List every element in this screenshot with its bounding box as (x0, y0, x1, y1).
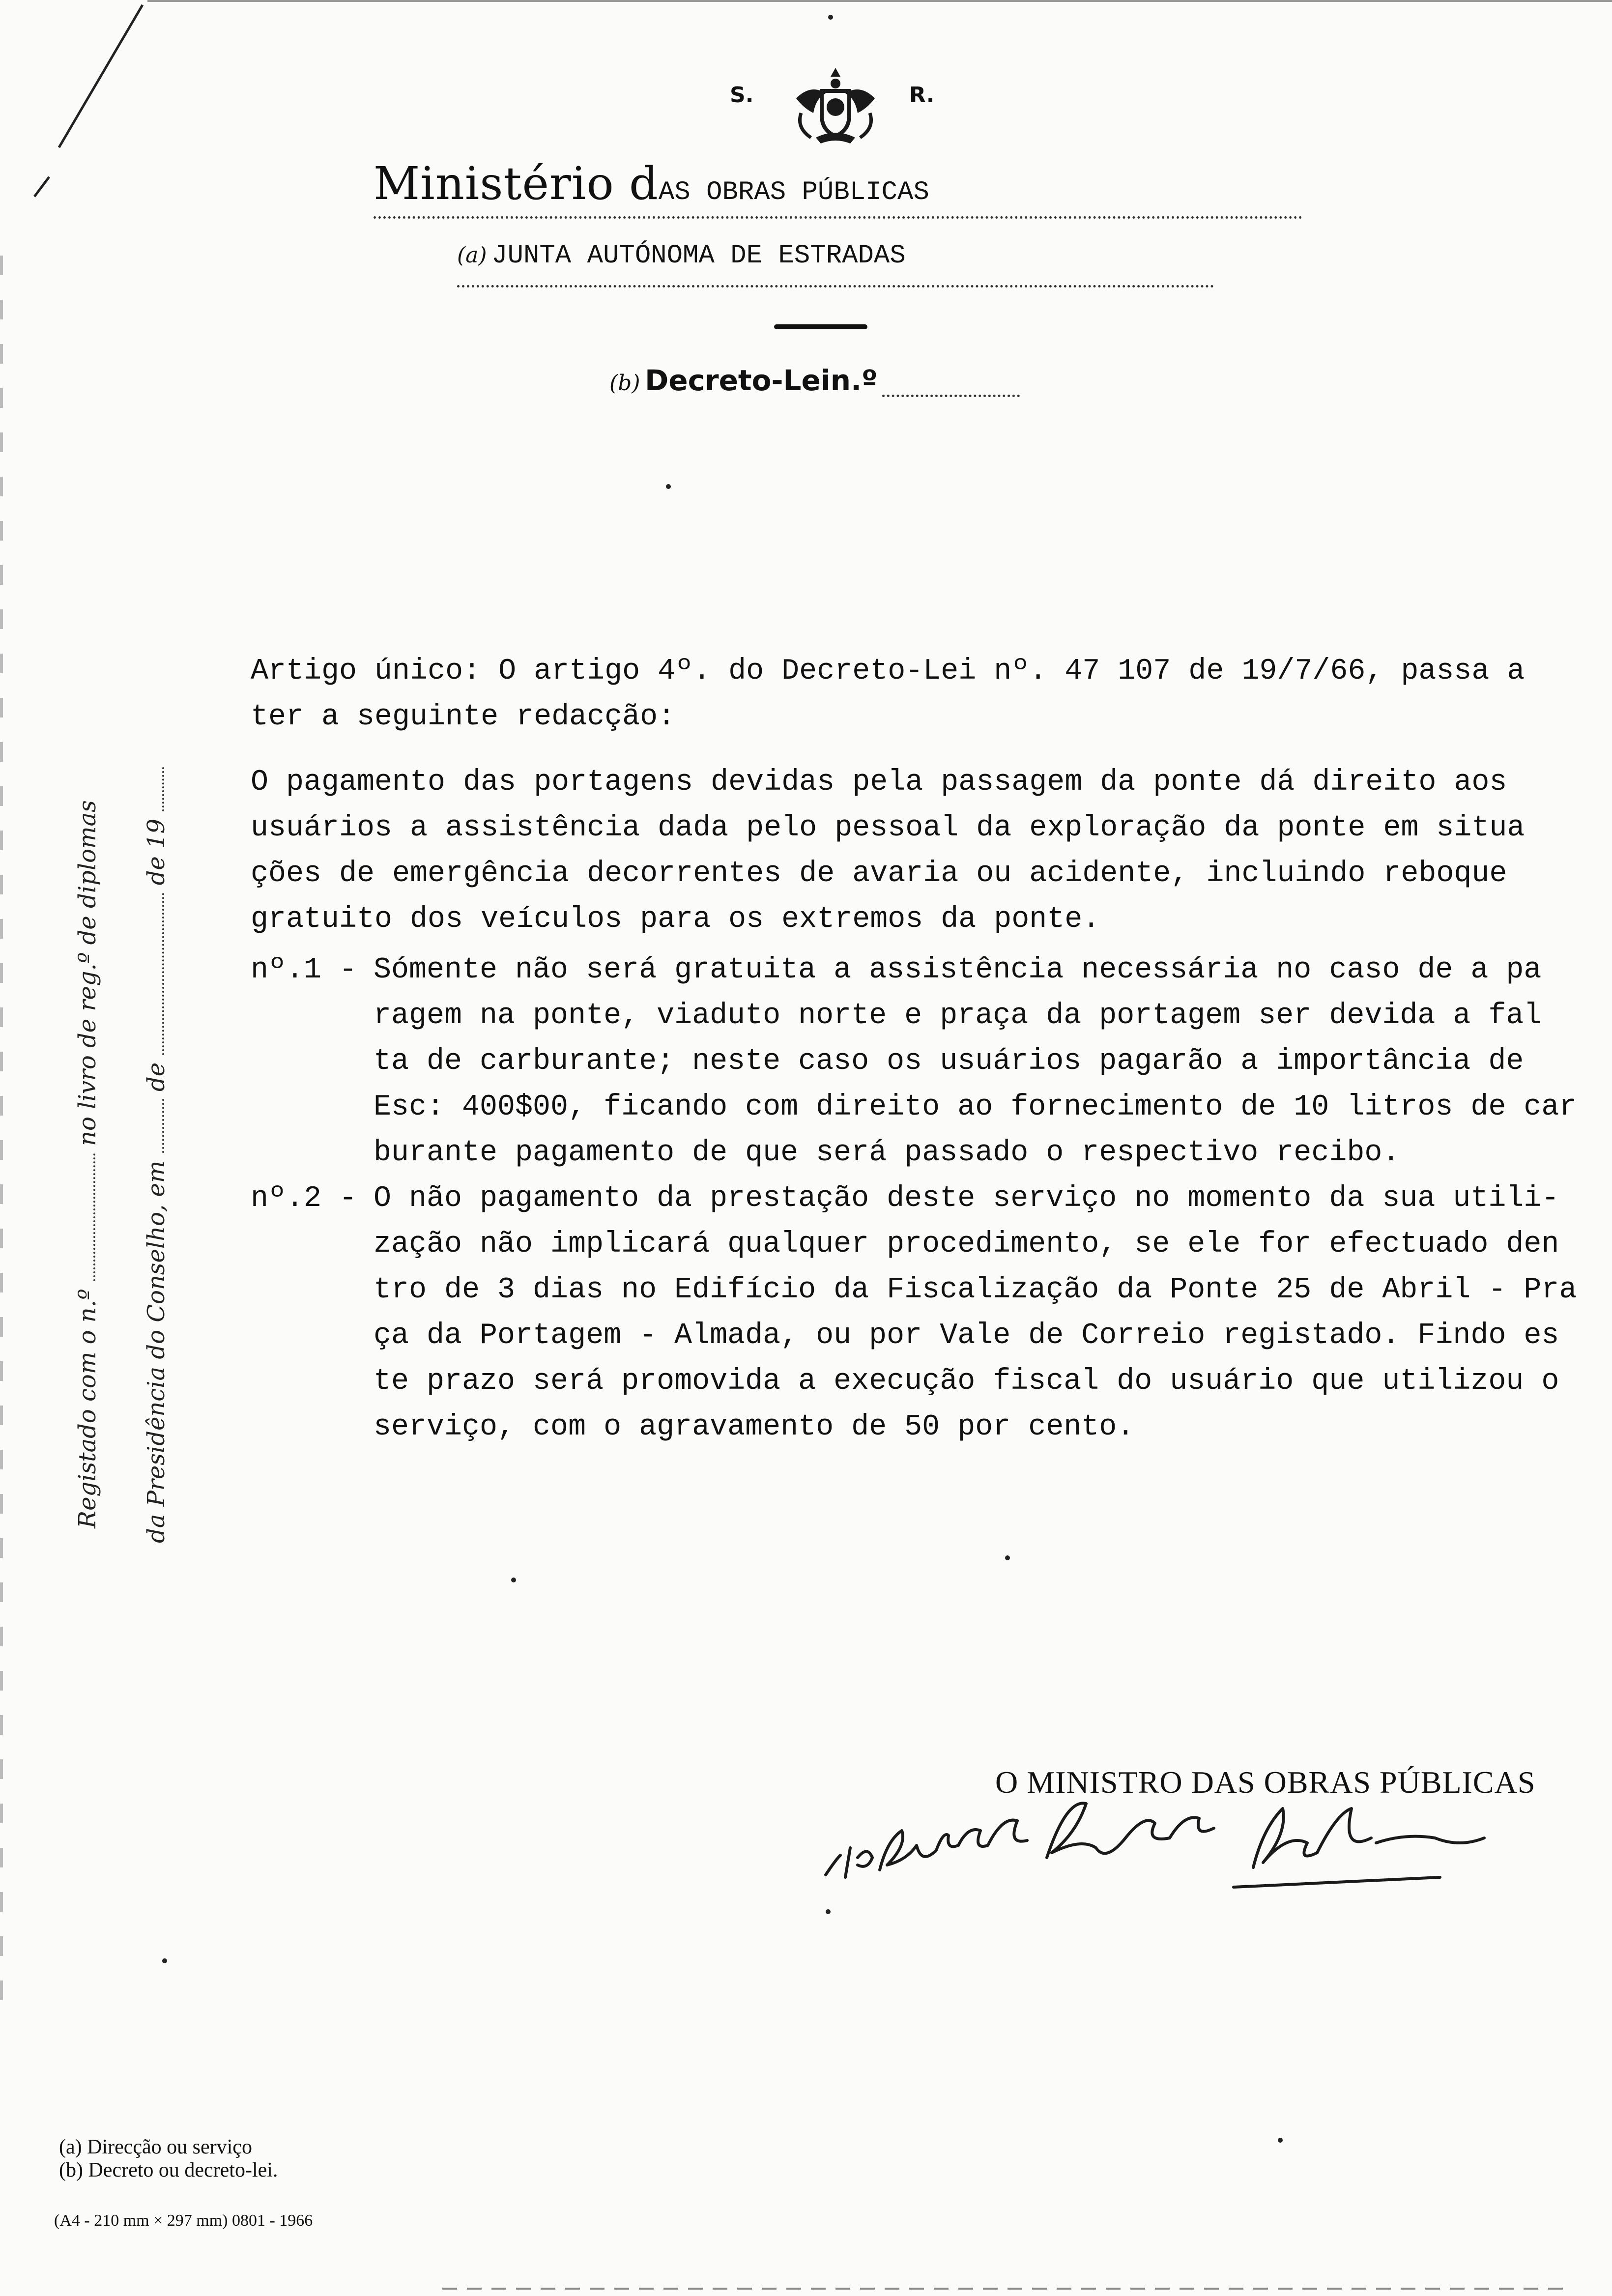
registration-note-line-1 (74, 800, 101, 1528)
footnote-a: (a) Direcção ou serviço (59, 2136, 252, 2158)
scan-speck (162, 1958, 167, 1963)
direction-label: (a) (457, 243, 487, 268)
scan-bottom-edge (442, 2288, 1573, 2290)
registration-note-part-3: da Presidência do Conselho, em (143, 1160, 170, 1543)
item-number: nº.2 - (251, 1182, 357, 1215)
text-line: burante pagamento de que será passado o respectivo recibo. (374, 1136, 1400, 1170)
seal-letter-r: R. (909, 83, 935, 108)
scan-speck (828, 15, 833, 20)
registration-note-part-2: no livro de reg.º de diplomas (74, 800, 101, 1146)
scan-speck (1278, 2138, 1283, 2143)
footnote-b: (b) Decreto ou decreto-lei. (59, 2159, 278, 2181)
direction-value: JUNTA AUTÓNOMA DE ESTRADAS (491, 241, 906, 271)
ministry-prefix: Ministério d (374, 157, 659, 210)
seal-letter-s: S. (730, 83, 754, 108)
scan-speck (511, 1578, 516, 1582)
text-line: ter a seguinte redacção: (251, 700, 676, 734)
text-line: O pagamento das portagens devidas pela passagem da ponte dá direito aos (251, 766, 1507, 799)
text-line: ragem na ponte, viaduto norte e praça da portagem ser devida a fal (374, 999, 1542, 1033)
decree-text: Decreto-Lein.º (645, 364, 878, 397)
registration-month-blank (145, 893, 164, 1055)
text-line: gratuito dos veículos para os extremos da ponte. (251, 903, 1100, 936)
minister-title: O MINISTRO DAS OBRAS PÚBLICAS (995, 1765, 1536, 1800)
text-line: Artigo único: O artigo 4º. do Decreto-Lei nº. 47 107 de 19/7/66, passa a (251, 655, 1525, 688)
registration-year-blank (145, 767, 164, 811)
decree-body (251, 649, 1577, 1450)
text-line: ta de carburante; neste caso os usuários pagarão a importância de (374, 1045, 1524, 1078)
registration-note-part-4: de (143, 1062, 170, 1092)
text-line: Sómente não será gratuita a assistência necessária no caso de a pa (374, 953, 1542, 987)
text-line: zação não implicará qualquer procedimento, se ele for efectuado den (374, 1228, 1559, 1261)
text-line: te prazo será promovida a execução fiscal do usuário que utilizou o (374, 1365, 1559, 1398)
registration-note-part-5: de 19 (143, 818, 170, 886)
scan-left-edge (0, 256, 3, 2025)
item-2 (251, 1176, 1577, 1450)
form-code: (A4 - 210 mm × 297 mm) 0801 - 1966 (54, 2211, 313, 2230)
ministry-name: AS OBRAS PÚBLICAS (658, 177, 929, 207)
text-line: ça da Portagem - Almada, ou por Vale de Correio registado. Findo es (374, 1319, 1559, 1352)
decree-label: (b) (609, 371, 640, 396)
handwritten-signature (811, 1784, 1538, 1897)
article-paragraph (251, 760, 1563, 943)
text-line: O não pagamento da prestação deste serviço no momento da sua utili- (374, 1182, 1559, 1215)
text-line: ções de emergência decorrentes de avaria ou acidente, incluindo reboque (251, 857, 1507, 890)
text-line: serviço, com o agravamento de 50 por cento. (374, 1410, 1135, 1444)
decree-number-blank (882, 365, 1020, 397)
article-intro (251, 649, 1563, 740)
item-1 (251, 947, 1577, 1176)
registration-note-part-1: Registado com o n.º (74, 1289, 101, 1528)
registration-day-blank (145, 1099, 164, 1153)
text-line: tro de 3 dias no Edifício da Fiscalização da Ponte 25 de Abril - Pra (374, 1273, 1577, 1307)
header-divider (774, 324, 867, 329)
text-line: usuários a assistência dada pelo pessoal da exploração da ponte em situa (251, 811, 1525, 845)
scan-speck (1005, 1555, 1010, 1560)
ministry-heading (374, 157, 1302, 219)
item-number: nº.1 - (251, 953, 357, 987)
scan-speck (826, 1909, 831, 1914)
scan-speck (666, 484, 671, 489)
decree-field (609, 364, 1052, 408)
registration-note-line-2 (143, 767, 170, 1543)
scan-top-edge (147, 0, 1612, 2)
scan-edge-mark (20, 0, 147, 206)
direction-field (457, 241, 1214, 287)
registration-number-blank (77, 1153, 95, 1281)
coat-of-arms-seal-icon (786, 64, 885, 147)
text-line: Esc: 400$00, ficando com direito ao fornecimento de 10 litros de car (374, 1091, 1577, 1124)
